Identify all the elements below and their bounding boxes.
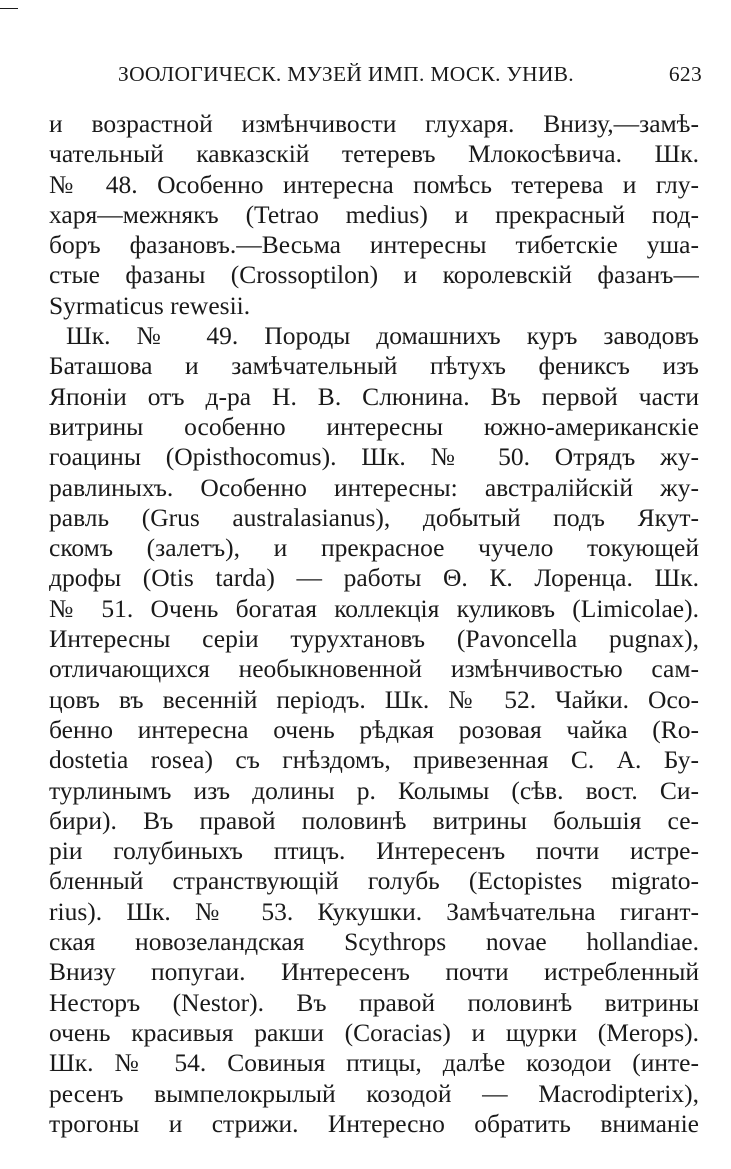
text-line: цовъ въ весенній періодъ. Шк. № 52. Чайки. Осо- [49,684,699,714]
text-line: стые фазаны (Crossoptilon) и королевскій фазанъ— [49,260,699,290]
text-line: витрины особенно интересны южно-американскіе [49,411,699,441]
text-line: ская новозеландская Scythrops novae hollandiae. [49,927,699,957]
running-title: ЗООЛОГИЧЕСК. МУЗЕЙ ИМП. МОСК. УНИВ. [118,62,574,86]
text-line: Интересны серіи турухтановъ (Pavoncella pugnax), [49,624,699,654]
text-line: чательный кавказскій тетеревъ Млокосѣвича. Шк. [49,139,699,169]
text-line: дрофы (Otis tarda) — работы Θ. К. Лоренца. Шк. [49,563,699,593]
text-line: Японіи отъ д-ра Н. В. Слюнина. Въ первой части [49,381,699,411]
text-line: бленный странствующій голубь (Ectopistes migrato- [49,866,699,896]
text-line: № 48. Особенно интересна помѣсь тетерева и глу- [49,169,699,199]
text-line: равль (Grus australasianus), добытый подъ Якут- [49,502,699,532]
text-line: Баташова и замѣчательный пѣтухъ фениксъ изъ [49,351,699,381]
text-line: № 51. Очень богатая коллекція куликовъ (Limicolae). [49,593,699,623]
text-body [49,109,699,1139]
text-line: равлиныхъ. Особенно интересны: австралійскій жу- [49,472,699,502]
text-line: боръ фазановъ.—Весьма интересны тибетскіе уша- [49,230,699,260]
paragraph-1 [49,109,699,321]
text-line: очень красивыя ракши (Coracias) и щурки (Merops). [49,1017,699,1047]
text-line: ресенъ вымпелокрылый козодой — Macrodipterix), [49,1078,699,1108]
text-line: ріи голубиныхъ птицъ. Интересенъ почти истре- [49,836,699,866]
text-line: трогоны и стрижи. Интересно обратить вниманіе [49,1108,699,1138]
text-line: харя—межнякъ (Tetrao medius) и прекрасный под- [49,199,699,229]
text-line: Шк. № 49. Породы домашнихъ куръ заводовъ [66,321,699,351]
paragraph-2 [49,321,699,1139]
text-line: бири). Въ правой половинѣ витрины большія се- [49,805,699,835]
text-line: бенно интересна очень рѣдкая розовая чайка (Ro- [49,714,699,744]
text-line: турлинымъ изъ долины р. Колымы (сѣв. вост. Си- [49,775,699,805]
text-line: rius). Шк. № 53. Кукушки. Замѣчательна гигант- [49,896,699,926]
text-line: скомъ (залетъ), и прекрасное чучело токующей [49,533,699,563]
page-corner-mark [0,8,18,9]
text-line: и возрастной измѣнчивости глухаря. Внизу,—замѣ- [49,109,699,138]
text-line: гоацины (Opisthocomus). Шк. № 50. Отрядъ жу- [49,442,699,472]
text-line: dostetia rosea) съ гнѣздомъ, привезенная С. А. Бу- [49,745,699,775]
text-line: Внизу попугаи. Интересенъ почти истребленный [49,957,699,987]
text-line: Шк. № 54. Совиныя птицы, далѣе козодои (инте- [49,1048,699,1078]
page-header [118,62,702,92]
text-line: отличающихся необыкновенной измѣнчивостью сам- [49,654,699,684]
text-line: Syrmaticus rewesii. [49,290,251,320]
page-number: 623 [668,62,702,86]
text-line: Несторъ (Nestor). Въ правой половинѣ витрины [49,987,699,1017]
